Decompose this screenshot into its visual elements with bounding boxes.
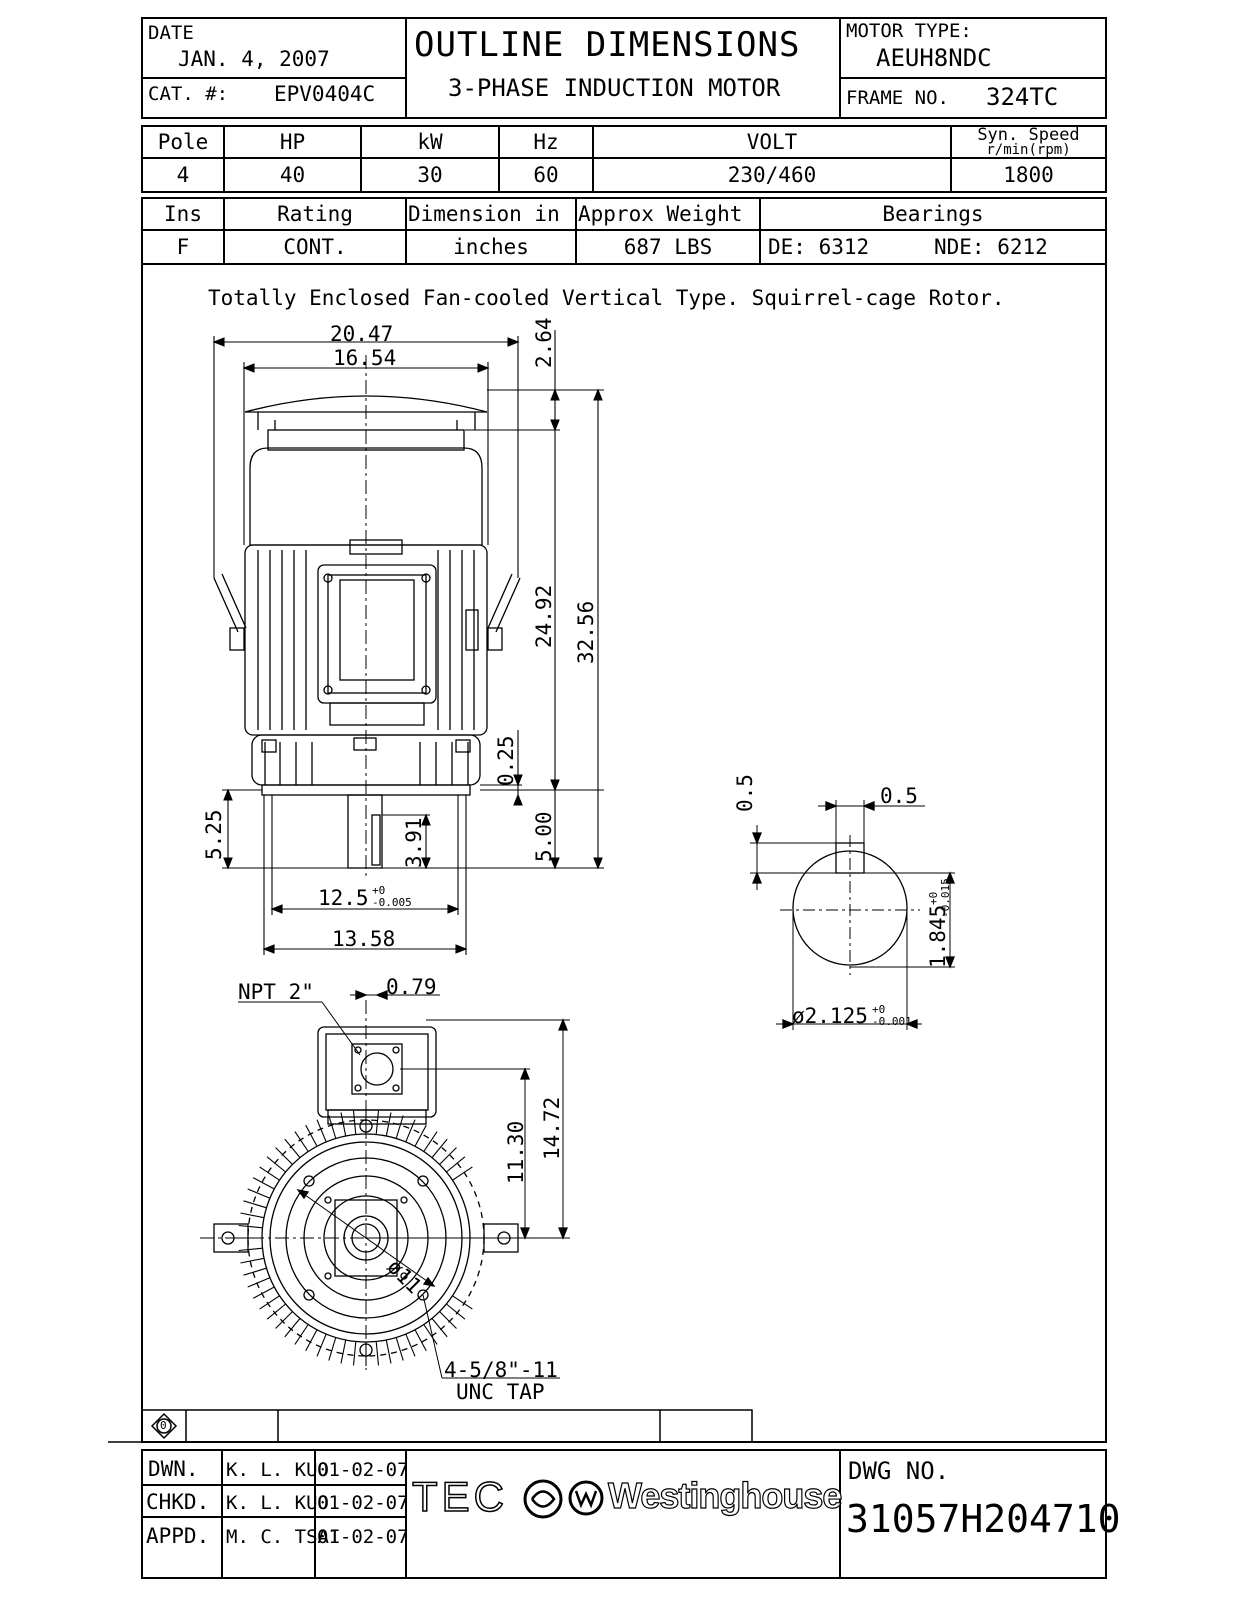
cooling-fin bbox=[376, 1342, 378, 1366]
cooling-fin bbox=[396, 1116, 403, 1139]
dim-shaft-dia: ø2.125 bbox=[792, 1004, 868, 1028]
signoff-role-chkd: CHKD. bbox=[146, 1490, 210, 1514]
dim-shaft-dia-tol-plus: +0 bbox=[872, 1003, 886, 1016]
cooling-fin bbox=[276, 1148, 293, 1165]
motor-front-view bbox=[214, 396, 520, 868]
revision-row bbox=[108, 1410, 1106, 1442]
teco-swirl-icon bbox=[522, 1478, 564, 1520]
cooling-fin bbox=[295, 1132, 308, 1152]
header-volt: VOLT bbox=[746, 130, 798, 154]
dim-shaft-key-tol-plus: +0 bbox=[927, 891, 940, 905]
header-pole: Pole bbox=[157, 130, 209, 154]
header-rating: Rating bbox=[277, 202, 353, 226]
date-label: DATE bbox=[148, 22, 194, 44]
header-ins: Ins bbox=[164, 202, 202, 226]
cooling-fin bbox=[424, 1132, 437, 1152]
cooling-fin bbox=[386, 1340, 391, 1364]
cooling-fin bbox=[244, 1201, 267, 1208]
cooling-fin bbox=[354, 1111, 356, 1135]
cooling-fin bbox=[260, 1296, 280, 1309]
signoff-role-appd: APPD. bbox=[146, 1524, 210, 1548]
cooling-fin bbox=[329, 1116, 336, 1139]
signoff-date-dwn: 01-02-07 bbox=[317, 1459, 409, 1481]
cooling-fin bbox=[341, 1340, 346, 1364]
header-rpm: r/min(rpm) bbox=[986, 142, 1071, 158]
header-syn-speed: Syn. Speed bbox=[977, 125, 1080, 145]
revision-symbol: 0 bbox=[160, 1419, 167, 1432]
header-kw: kW bbox=[417, 130, 443, 154]
tap-label: 4-5/8"-11 bbox=[444, 1358, 558, 1382]
value-kw: 30 bbox=[417, 163, 443, 187]
dim-shaft-key-tol-minus: -0.015 bbox=[939, 878, 952, 918]
cooling-fin bbox=[440, 1148, 457, 1165]
cooling-fin bbox=[440, 1312, 457, 1329]
cooling-fin bbox=[396, 1338, 403, 1361]
cooling-fin bbox=[306, 1125, 317, 1146]
spec-table-2-lines bbox=[142, 198, 1106, 1442]
value-weight: 687 LBS bbox=[623, 235, 713, 259]
cooling-fin bbox=[354, 1342, 356, 1366]
motor-end-view bbox=[200, 991, 570, 1378]
dim-conduit-height: 11.30 bbox=[504, 1120, 528, 1184]
npt-label: NPT 2" bbox=[238, 980, 314, 1004]
value-hp: 40 bbox=[279, 163, 306, 187]
westinghouse-logo-text: Westinghouse bbox=[608, 1475, 842, 1516]
dim-pilot-tol-minus: -0.005 bbox=[372, 896, 412, 909]
value-dimension-unit: inches bbox=[453, 235, 529, 259]
cooling-fin bbox=[260, 1167, 280, 1180]
dim-shaft-dia-tol-minus: -0.001 bbox=[872, 1015, 912, 1028]
cooling-fin bbox=[244, 1268, 267, 1275]
value-ins: F bbox=[176, 235, 190, 259]
signoff-date-appd: 01-02-07 bbox=[317, 1526, 409, 1548]
cooling-fin bbox=[453, 1296, 473, 1309]
tap-label-2: UNC TAP bbox=[456, 1380, 545, 1404]
value-rating: CONT. bbox=[283, 235, 347, 259]
dim-shaft-ext-left: 5.25 bbox=[202, 809, 226, 860]
cooling-fin bbox=[406, 1120, 415, 1142]
header-hz: Hz bbox=[533, 130, 559, 154]
dim-flange-gap: 0.25 bbox=[494, 735, 518, 786]
value-syn-speed: 1800 bbox=[1003, 163, 1054, 187]
value-volt: 230/460 bbox=[727, 163, 817, 187]
signoff-role-dwn: DWN. bbox=[148, 1457, 199, 1481]
dim-box-height: 14.72 bbox=[540, 1096, 564, 1160]
cooling-fin bbox=[285, 1139, 300, 1158]
dim-bolt-circle: ø11 bbox=[382, 1254, 427, 1299]
cooling-fin bbox=[406, 1334, 415, 1356]
cooling-fin bbox=[317, 1120, 326, 1142]
motor-type-value: AEUH8NDC bbox=[876, 44, 992, 72]
cooling-fin bbox=[329, 1338, 336, 1361]
dim-key-length: 3.91 bbox=[402, 817, 426, 868]
dwg-number: 31057H204710 bbox=[846, 1497, 1121, 1541]
cat-value: EPV0404C bbox=[274, 82, 376, 106]
date-value: JAN. 4, 2007 bbox=[178, 47, 330, 71]
drawing-title: OUTLINE DIMENSIONS bbox=[414, 25, 801, 65]
cooling-fin bbox=[376, 1111, 378, 1135]
cooling-fin bbox=[317, 1334, 326, 1356]
drawing-subtitle: 3-PHASE INDUCTION MOTOR bbox=[448, 74, 781, 102]
dim-top-height: 2.64 bbox=[532, 317, 556, 368]
frame-value: 324TC bbox=[986, 83, 1059, 111]
cooling-fin bbox=[248, 1278, 270, 1287]
header-dimension: Dimension in bbox=[408, 202, 560, 226]
dim-total-height: 32.56 bbox=[574, 600, 598, 664]
shaft-section-view bbox=[750, 800, 955, 1030]
value-bearing-nde: NDE: 6212 bbox=[934, 235, 1048, 259]
cat-label: CAT. #: bbox=[148, 83, 229, 105]
signoff-name-chkd: K. L. KUO bbox=[226, 1492, 329, 1514]
cooling-fin bbox=[239, 1248, 263, 1250]
header-weight: Approx Weight bbox=[578, 202, 743, 226]
dim-pilot-dia: 12.5 bbox=[318, 886, 369, 910]
value-hz: 60 bbox=[533, 163, 559, 187]
signoff-date-chkd: 01-02-07 bbox=[317, 1492, 409, 1514]
dim-pilot-tol-plus: +0 bbox=[372, 884, 386, 897]
dim-flange-dia: 13.58 bbox=[332, 927, 396, 951]
dim-conduit-offset: 0.79 bbox=[386, 975, 437, 999]
cooling-fin bbox=[453, 1167, 473, 1180]
signoff-name-dwn: K. L. KUO bbox=[226, 1459, 329, 1481]
cooling-fin bbox=[248, 1189, 270, 1198]
frame-label: FRAME NO. bbox=[846, 87, 949, 109]
motor-type-label: MOTOR TYPE: bbox=[846, 20, 972, 42]
dim-body-height: 24.92 bbox=[532, 584, 556, 648]
dim-shaft-ext: 5.00 bbox=[532, 811, 556, 862]
westinghouse-w-icon bbox=[568, 1480, 604, 1516]
cooling-fin bbox=[446, 1157, 465, 1172]
cooling-fin bbox=[446, 1304, 465, 1319]
cooling-fin bbox=[276, 1312, 293, 1329]
dim-mount-width: 16.54 bbox=[333, 346, 397, 370]
dim-key-width: 0.5 bbox=[880, 784, 918, 808]
value-pole: 4 bbox=[176, 163, 190, 187]
cooling-fin bbox=[295, 1325, 308, 1345]
dwg-label: DWG NO. bbox=[848, 1457, 950, 1485]
cooling-fin bbox=[239, 1226, 263, 1228]
header-bearings: Bearings bbox=[882, 202, 984, 226]
dim-overall-width: 20.47 bbox=[330, 322, 394, 346]
cooling-fin bbox=[241, 1213, 265, 1218]
motor-description: Totally Enclosed Fan-cooled Vertical Type. Squirrel-cage Rotor. bbox=[208, 286, 1005, 310]
teco-logo-text: TEC bbox=[412, 1473, 508, 1520]
signoff-name-appd: M. C. TSAI bbox=[226, 1526, 341, 1548]
dim-key-height: 0.5 bbox=[733, 774, 757, 812]
header-hp: HP bbox=[279, 130, 306, 154]
value-bearing-de: DE: 6312 bbox=[768, 235, 870, 259]
cooling-fin bbox=[241, 1258, 265, 1263]
dim-shaft-key: 1.845 bbox=[926, 904, 950, 968]
